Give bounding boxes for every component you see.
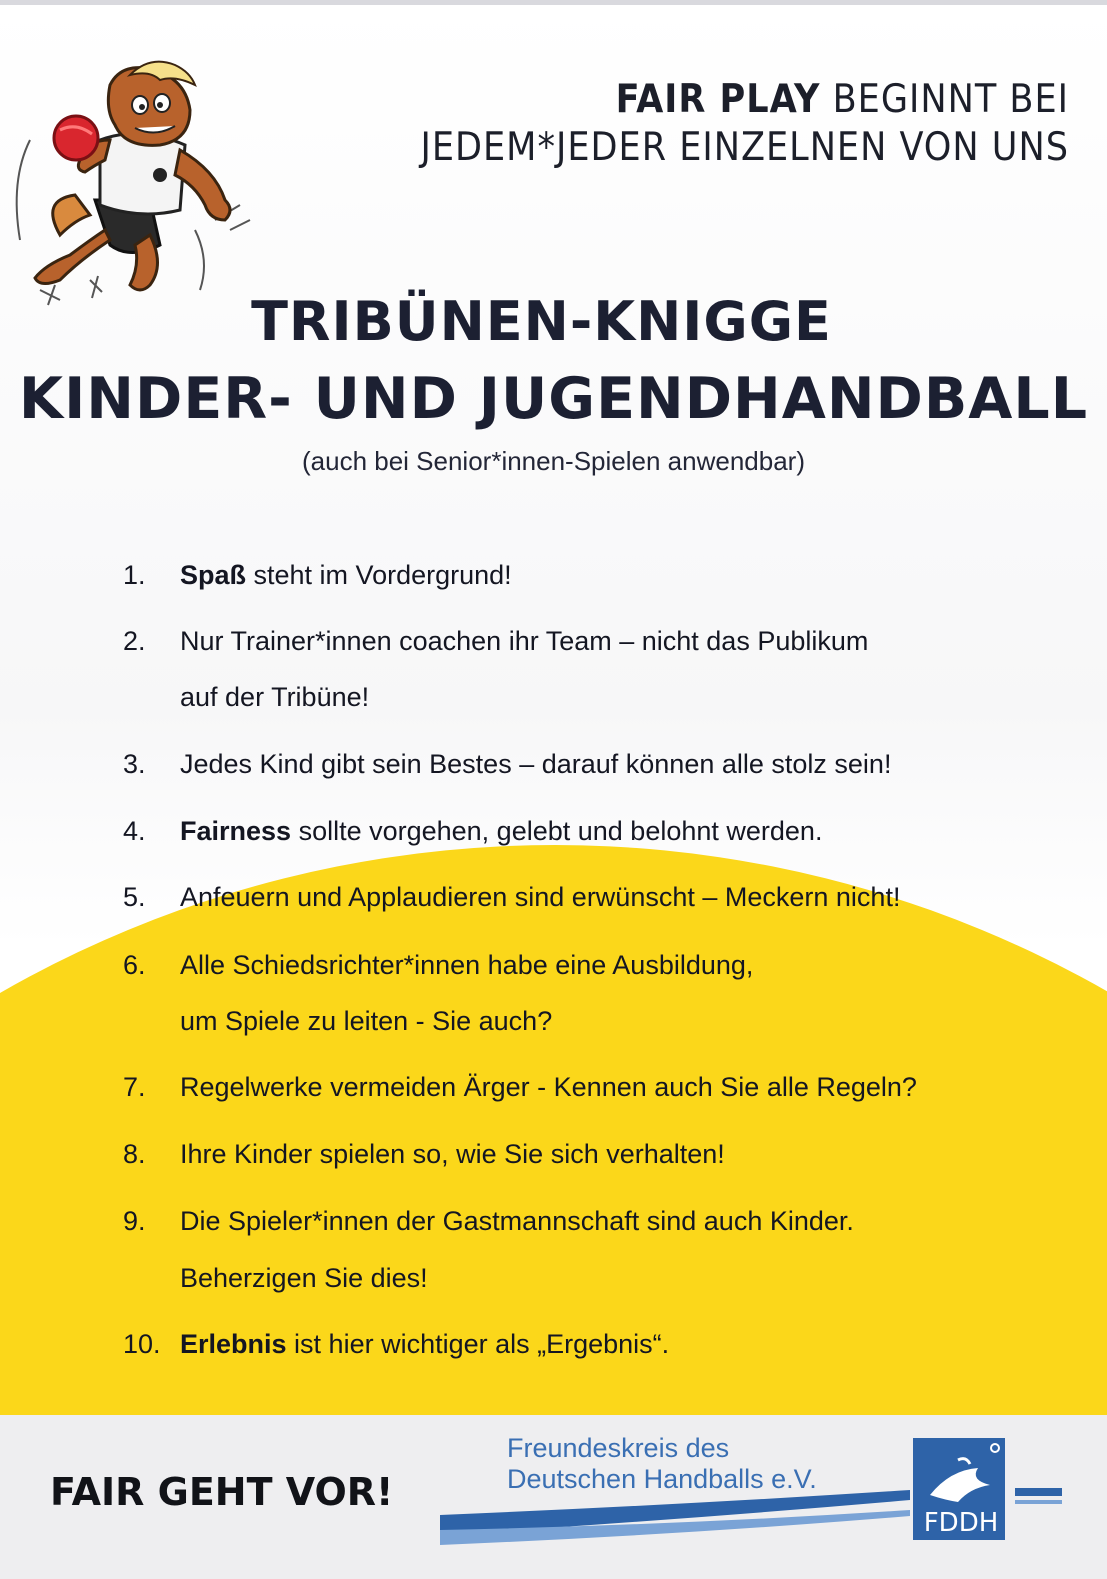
footer-slogan: FAIR GEHT VOR! (50, 1470, 394, 1514)
rule-text: steht im Vordergrund! (246, 560, 512, 590)
rule-number: 3. (123, 749, 146, 779)
slogan-rest: BEGINNT BEI (820, 77, 1069, 122)
org-name-line-2: Deutschen Handballs e.V. (507, 1464, 817, 1494)
rule-number: 9. (123, 1206, 146, 1236)
fair-play-slogan (420, 76, 1069, 172)
list-item: Alle Schiedsrichter*innen habe eine Ausbildung, (180, 950, 754, 980)
list-item: Jedes Kind gibt sein Bestes – darauf können alle stolz sein! (180, 749, 892, 779)
slogan-bold: FAIR PLAY (615, 77, 821, 122)
rule-bold: Fairness (180, 816, 292, 846)
rule-number: 5. (123, 882, 146, 912)
handball-mascot-icon (0, 30, 270, 330)
page-title: TRIBÜNEN-KNIGGE (251, 290, 832, 353)
list-item-continuation: Beherzigen Sie dies! (180, 1263, 428, 1293)
top-rule (0, 0, 1107, 5)
list-item: Regelwerke vermeiden Ärger - Kennen auch Sie alle Regeln? (180, 1072, 917, 1102)
rule-text: sollte vorgehen, gelebt und belohnt werden. (291, 816, 823, 846)
slogan-line-2: JEDEM*JEDER EINZELNEN VON UNS (420, 125, 1069, 170)
rule-number: 2. (123, 626, 146, 656)
list-item: Die Spieler*innen der Gastmannschaft sind auch Kinder. (180, 1206, 854, 1236)
rule-text: ist hier wichtiger als „Ergebnis“. (286, 1329, 670, 1359)
rule-number: 1. (123, 560, 146, 590)
org-name-line-1: Freundeskreis des (507, 1433, 730, 1463)
list-item-continuation: um Spiele zu leiten - Sie auch? (180, 1006, 553, 1036)
rule-bold: Spaß (180, 560, 247, 590)
rule-number: 10. (123, 1329, 161, 1359)
rule-number: 4. (123, 816, 146, 846)
rule-number: 7. (123, 1072, 146, 1102)
list-item: Nur Trainer*innen coachen ihr Team – nicht das Publikum (180, 626, 869, 656)
list-item: Ihre Kinder spielen so, wie Sie sich verhalten! (180, 1139, 725, 1169)
page-subtitle: (auch bei Senior*innen-Spielen anwendbar) (301, 446, 805, 476)
list-item (180, 1329, 669, 1360)
rule-number: 8. (123, 1139, 146, 1169)
list-item: Anfeuern und Applaudieren sind erwünscht – Meckern nicht! (180, 882, 901, 912)
org-name (507, 1433, 817, 1495)
rule-number: 6. (123, 950, 146, 980)
page-title-line-2: KINDER- UND JUGENDHANDBALL (18, 366, 1089, 432)
slogan-line-1 (420, 76, 1069, 124)
list-item (180, 816, 822, 847)
rule-bold: Erlebnis (180, 1329, 287, 1359)
logo-text: FDDH (923, 1508, 999, 1538)
list-item (180, 560, 512, 591)
list-item-continuation: auf der Tribüne! (180, 682, 370, 712)
